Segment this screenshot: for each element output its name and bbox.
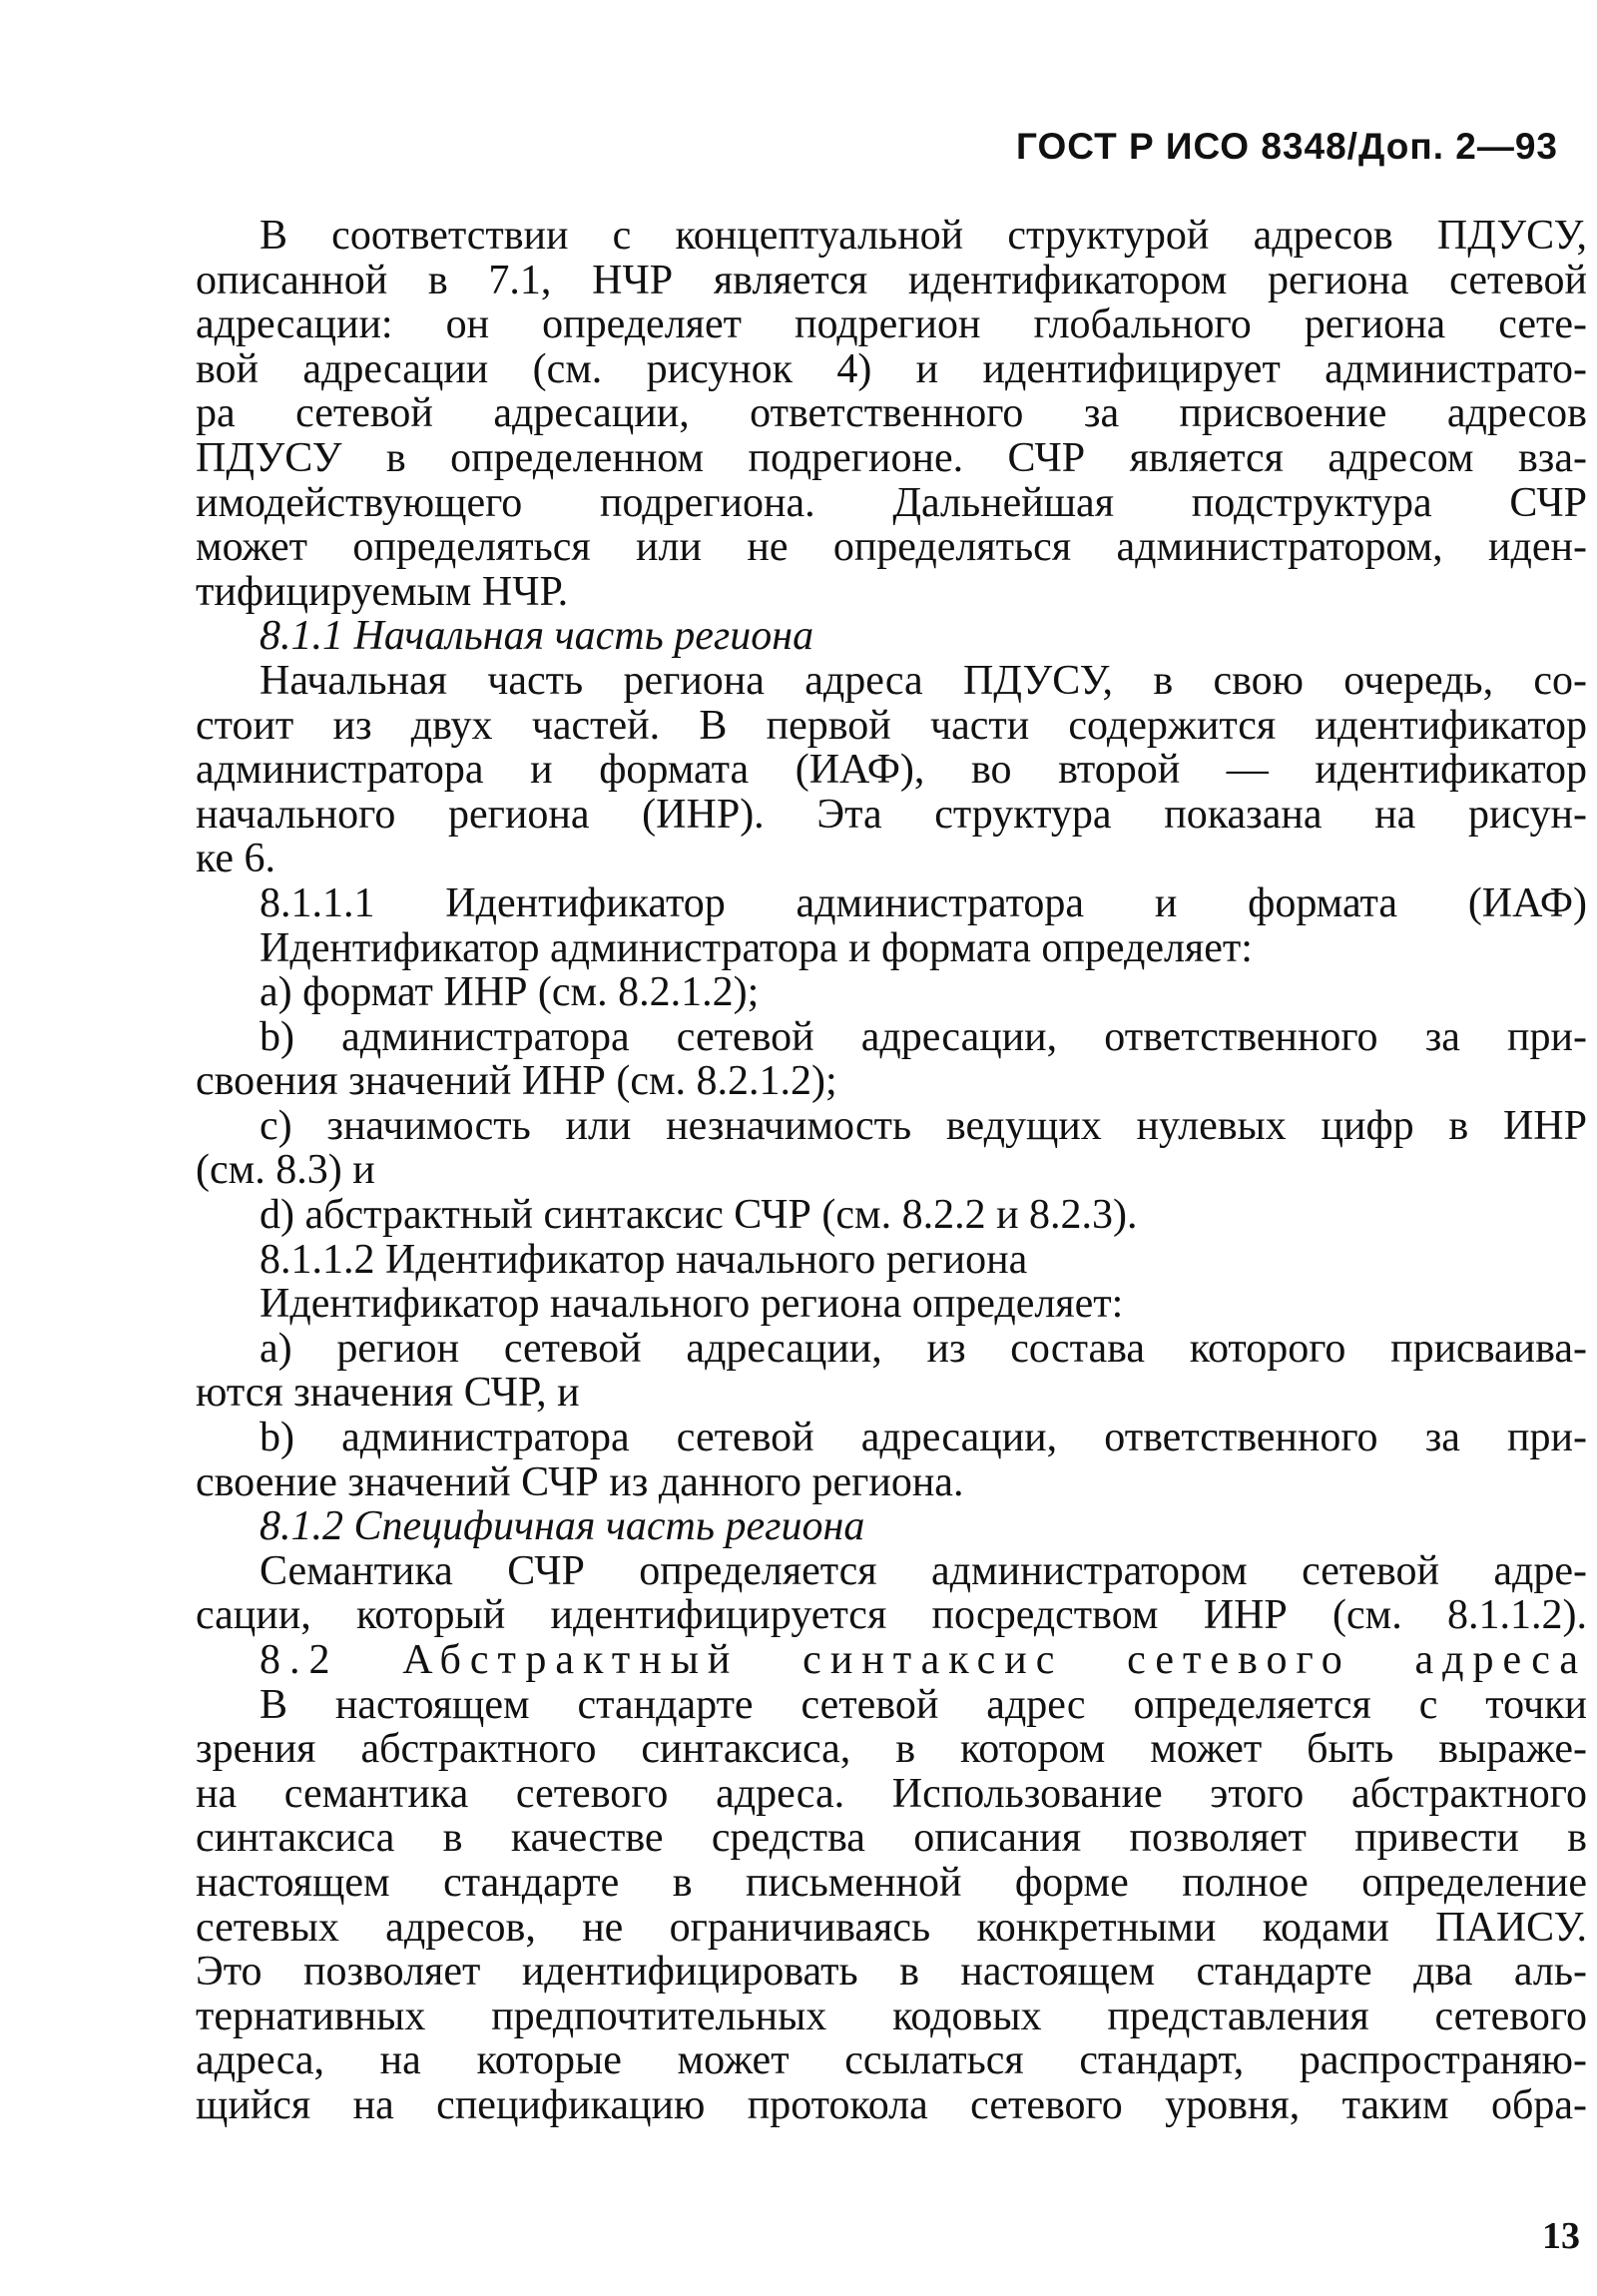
text-line: ются значения СЧР, и [196,1371,580,1417]
text-line: описанной в 7.1, НЧР является идентификатором региона сетевой [196,258,1587,303]
text-line: В настоящем стандарте сетевой адрес определяется с точки [260,1682,1587,1728]
text-line: настоящем стандарте в письменной форме полное определение [196,1860,1587,1906]
text-line: d) абстрактный синтаксис СЧР (см. 8.2.2 и 8.2.3). [260,1193,1138,1238]
text-line: Это позволяет идентифицировать в настоящем стандарте два аль- [196,1950,1587,1995]
text-line: имодействующего подрегиона. Дальнейшая подструктура СЧР [196,480,1587,526]
text-line: ра сетевой адресации, ответственного за присвоение адресов [196,391,1587,436]
text-line: b) администратора сетевой адресации, ответственного за при- [260,1416,1587,1460]
text-line: 8.1.1.1 Идентификатор администратора и формата (ИАФ) [260,880,1587,926]
page-header: ГОСТ Р ИСО 8348/Доп. 2—93 [1016,126,1558,167]
text-line: может определяться или не определяться администратором, иден- [196,525,1587,570]
text-line: а) регион сетевой адресации, из состава которого присваива- [260,1326,1587,1372]
text-line: Идентификатор начального региона определяет: [260,1282,1124,1327]
text-line: а) формат ИНР (см. 8.2.1.2); [260,970,760,1015]
text-line: сации, который идентифицируется посредством ИНР (см. 8.1.1.2). [196,1593,1587,1638]
page-number: 13 [1542,2215,1580,2257]
text-line: с) значимость или незначимость ведущих нулевых цифр в ИНР [260,1103,1587,1149]
text-line: на семантика сетевого адреса. Использование этого абстрактного [196,1771,1587,1817]
text-line: Идентификатор администратора и формата определяет: [260,925,1253,971]
text-line: администратора и формата (ИАФ), во второй — идентификатор [196,748,1587,793]
text-line: ке 6. [196,837,276,881]
text-line: ПДУСУ в определенном подрегионе. СЧР является адресом вза- [196,435,1587,481]
text-line: щийся на спецификацию протокола сетевого уровня, таким обра- [196,2082,1587,2128]
text-line: тернативных предпочтительных кодовых представления сетевого [196,1994,1587,2039]
text-line: 8.1.2 Специфичная часть региона [260,1504,865,1549]
text-line: 8.1.1 Начальная часть региона [260,614,814,659]
text-line: сетевых адресов, не ограничиваясь конкретными кодами ПАИСУ. [196,1905,1587,1951]
text-line: зрения абстрактного синтаксиса, в котором может быть выраже- [196,1727,1587,1772]
text-line: (см. 8.3) и [196,1148,375,1194]
text-line: 8.2 Абстрактный синтаксис сетевого адреса [260,1638,1587,1683]
text-line: адреса, на которые может ссылаться стандарт, распространяю- [196,2038,1587,2083]
text-line: синтаксиса в качестве средства описания позволяет привести в [196,1816,1587,1861]
text-line: стоит из двух частей. В первой части содержится идентификатор [196,703,1587,749]
text-line: В соответствии с концептуальной структурой адресов ПДУСУ, [260,214,1587,259]
text-line: тифицируемым НЧР. [196,569,569,615]
text-line: b) администратора сетевой адресации, ответственного за при- [260,1014,1587,1060]
text-line: 8.1.1.2 Идентификатор начального региона [260,1237,1028,1283]
text-line: начального региона (ИНР). Эта структура показана на рисун- [196,792,1587,838]
text-line: своение значений СЧР из данного региона. [196,1459,964,1505]
text-line: вой адресации (см. рисунок 4) и идентифицирует администрато- [196,346,1587,392]
text-line: Семантика СЧР определяется администратором сетевой адре- [260,1548,1587,1594]
page-body [196,214,1587,2128]
text-line: Начальная часть региона адреса ПДУСУ, в свою очередь, со- [260,658,1587,704]
text-line: своения значений ИНР (см. 8.2.1.2); [196,1059,837,1104]
text-line: адресации: он определяет подрегион глобального региона сете- [196,302,1587,347]
